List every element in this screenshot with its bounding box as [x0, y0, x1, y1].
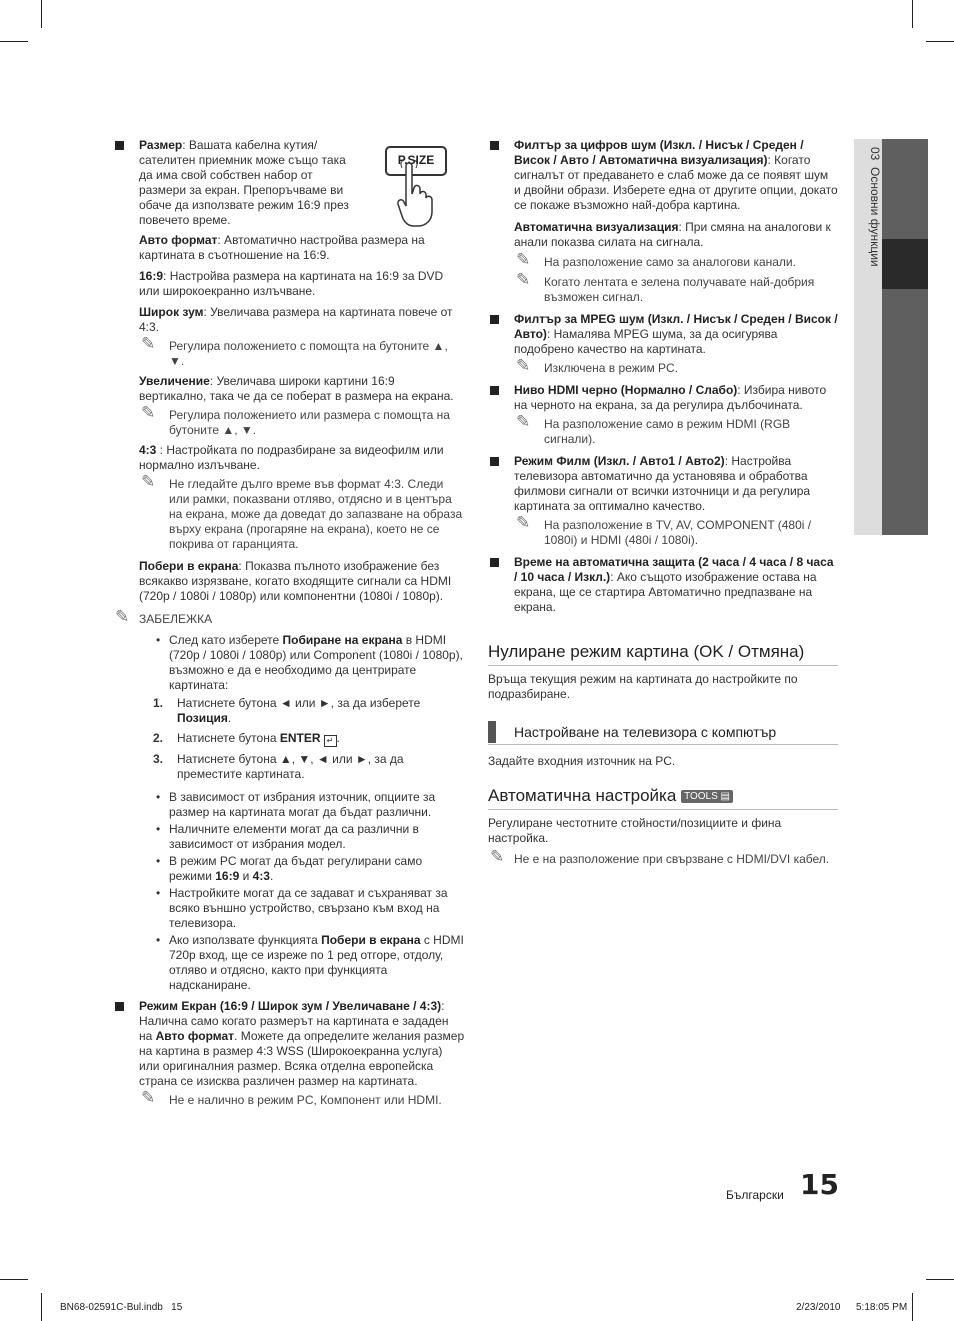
- auto-format-item: [139, 233, 465, 263]
- hdmi-black-note: [514, 412, 838, 447]
- ratio-169-text: : Настройва размера на картината на 16:9 за DVD или широкоекранно излъчване.: [139, 269, 444, 298]
- bullet-dot: •: [156, 854, 161, 868]
- square-bullet-icon: [490, 386, 499, 395]
- remark-bullet: [153, 822, 465, 852]
- auto-protection-text: : Ако същото изображение остава на екрана, ще се стартира Автоматично предпазване на екрана.: [514, 570, 817, 614]
- bullet-dot: •: [156, 822, 161, 836]
- auto-visualization-title: Автоматична визуализация: [514, 220, 679, 234]
- square-bullet-icon: [490, 558, 499, 567]
- auto-adjust-heading: [488, 785, 838, 810]
- square-bullet-icon: [115, 141, 124, 150]
- ratio-43-title: 4:3: [139, 443, 157, 457]
- pencil-note-icon: ✎: [141, 1088, 156, 1107]
- mpeg-noise-section: [488, 312, 838, 357]
- film-mode-section: [488, 454, 838, 514]
- bullet-text: Настройките могат да се задават и съхраняват за всяко външно устройство, свързано към вход на телевизора.: [169, 886, 448, 930]
- size-text: : Вашата кабелна кутия/ сателитен приемник може също така да има свой собствен набор от размери за екран. Препоръчваме ви обаче да използвате режим 16:9 през повечето време.: [139, 138, 349, 227]
- film-mode-note: [514, 513, 838, 548]
- size-title: Размер: [139, 138, 183, 152]
- step-3: [153, 752, 465, 782]
- sidebar-tab: [882, 289, 928, 535]
- digital-noise-text: : Когато сигналът от предаването е слаб може да се появят шум и двойни образи. Изберете една от другите опции, докато се покаже възможно най-добра картина.: [514, 153, 838, 212]
- ratio-169-item: [139, 269, 465, 299]
- screen-mode-bold: Авто формат: [155, 1029, 235, 1043]
- auto-visualization-text: : При смяна на аналогови к анали показва силата на сигнала.: [514, 220, 831, 249]
- size-section: [113, 138, 361, 228]
- digital-noise-note: [514, 250, 838, 270]
- bullet-text: и: [239, 869, 253, 883]
- remark-bullet: [153, 886, 465, 931]
- mpeg-noise-title: Филтър за MPEG шум (Изкл. / Нисък / Среден / Висок / Авто): [514, 312, 838, 341]
- bullet-dot: •: [156, 933, 161, 947]
- pencil-note-icon: ✎: [490, 847, 505, 866]
- auto-adjust-heading-text: Автоматична настройка: [488, 786, 677, 805]
- step-bold: ENTER: [279, 731, 321, 745]
- pencil-note-icon: ✎: [516, 250, 531, 269]
- screen-mode-text: : Налична само когато размерът на картината е зададен на: [139, 999, 449, 1043]
- pencil-note-icon: ✎: [141, 334, 156, 353]
- note-text: На разположение в TV, AV, COMPONENT (480i / 1080i) и HDMI (480i / 1080i).: [544, 518, 812, 547]
- digital-noise-title: Филтър за цифров шум (Изкл. / Нисък / Среден / Висок / Авто / Автоматична визуализация): [514, 138, 804, 167]
- film-mode-title: Режим Филм (Изкл. / Авто1 / Авто2): [514, 454, 725, 468]
- remark-heading: [113, 607, 465, 627]
- auto-adjust-note: [488, 847, 838, 867]
- pencil-note-icon: ✎: [141, 403, 156, 422]
- mpeg-noise-note: [514, 356, 838, 376]
- bullet-text: .: [269, 869, 274, 883]
- auto-protection-title: Време на автоматична защита (2 часа / 4 часа / 8 часа / 10 часа / Изкл.): [514, 555, 834, 584]
- tools-badge: TOOLS ▤: [681, 790, 733, 803]
- wide-zoom-item: [139, 305, 465, 335]
- square-bullet-icon: [490, 315, 499, 324]
- right-column: [488, 138, 838, 872]
- crop-mark: [41, 1293, 42, 1321]
- crop-mark: [926, 1279, 954, 1280]
- remark-bullet: [153, 790, 465, 820]
- sidebar-tab: [882, 139, 928, 239]
- remark-bullet: [153, 633, 465, 693]
- auto-format-title: Авто формат: [139, 233, 218, 247]
- page-number: 15: [800, 1168, 839, 1201]
- step-bold: Позиция: [177, 711, 228, 725]
- step-number: 3.: [153, 752, 164, 766]
- bullet-text: с HDMI 720p вход, ще се изреже по 1 ред отгоре, отдолу, отляво и отдясно, както при функцията надсканиране.: [169, 933, 464, 992]
- zoom-item: [139, 374, 465, 404]
- hdmi-black-title: Ниво HDMI черно (Нормално / Слабо): [514, 383, 738, 397]
- hdmi-black-text: : Избира нивото на черното на екрана, за да регулира дълбочината.: [514, 383, 827, 412]
- reset-picture-heading: Нулиране режим картина (OK / Отмяна): [488, 641, 838, 666]
- page-language: Български: [726, 1188, 784, 1202]
- pencil-note-icon: ✎: [516, 412, 531, 431]
- left-column: [113, 138, 465, 1113]
- bullet-bold: Побери в екрана: [321, 933, 421, 947]
- crop-mark: [0, 1279, 28, 1280]
- footer-file: BN68-02591C-Bul.indb 15: [60, 1302, 183, 1313]
- auto-visualization-item: [514, 220, 838, 250]
- pc-setup-heading: [488, 721, 838, 745]
- wide-zoom-note: [139, 334, 465, 369]
- remark-bullet: [153, 933, 465, 993]
- pencil-note-icon: ✎: [141, 472, 156, 491]
- sidebar-tab-active: [882, 239, 928, 289]
- heading-bar: [488, 721, 496, 743]
- bullet-text: Ако използвате функцията: [169, 933, 322, 947]
- bullet-text: В режим PC могат да бъдат регулирани само режими: [169, 854, 423, 883]
- step-text: Натиснете бутона: [177, 731, 280, 745]
- digital-noise-section: [488, 138, 838, 213]
- bullet-text: В зависимост от избрания източник, опциите за размер на картината могат да бъдат различни.: [169, 790, 436, 819]
- note-text: Регулира положението или размера с помощта на бутоните ▲, ▼.: [169, 408, 450, 437]
- pencil-note-icon: ✎: [516, 270, 531, 289]
- bullet-dot: •: [156, 886, 161, 900]
- enter-icon: ↵: [324, 735, 337, 747]
- chapter-number: 03: [868, 147, 882, 161]
- mpeg-noise-text: : Намалява MPEG шума, за да осигурява подобрено качество на картината.: [514, 327, 778, 356]
- bullet-text: След като изберете: [169, 633, 283, 647]
- reset-picture-text: Връща текущия режим на картината до настройките по подразбиране.: [488, 672, 798, 701]
- note-text: Регулира положението с помощта на бутоните ▲, ▼.: [169, 339, 448, 368]
- remark-label: ЗАБЕЛЕЖКА: [139, 612, 213, 626]
- zoom-note: [139, 403, 465, 438]
- tools-label: TOOLS: [684, 791, 718, 803]
- bullet-bold: Побиране на екрана: [282, 633, 403, 647]
- step-1: [153, 696, 465, 726]
- square-bullet-icon: [115, 1002, 124, 1011]
- hdmi-black-section: [488, 383, 838, 413]
- ratio-169-title: 16:9: [139, 269, 164, 283]
- crop-mark: [926, 41, 954, 42]
- crop-mark: [912, 1293, 913, 1321]
- ratio-43-item: [139, 443, 465, 473]
- auto-adjust-text: Регулиране честотните стойности/позициите и фина настройка.: [488, 816, 782, 845]
- bullet-bold: 4:3: [252, 869, 270, 883]
- step-end: .: [336, 731, 340, 745]
- bullet-dot: •: [156, 790, 161, 804]
- pencil-note-icon: ✎: [516, 513, 531, 532]
- screen-mode-note: [139, 1088, 465, 1108]
- pc-setup-text: Задайте входния източник на PC.: [488, 754, 676, 768]
- wide-zoom-title: Широк зум: [139, 305, 204, 319]
- step-text: Натиснете бутона ◄ или ►, за да изберете: [177, 696, 421, 710]
- note-text: Не е налично в режим PC, Компонент или HDMI.: [169, 1093, 442, 1107]
- step-number: 2.: [153, 731, 164, 745]
- note-text: Изключена в режим PC.: [544, 361, 679, 375]
- remark-bullet: [153, 854, 465, 884]
- note-text: Не е на разположение при свързване с HDMI/DVI кабел.: [514, 852, 830, 866]
- ratio-43-text: : Настройката по подразбиране за видеофилм или нормално излъчване.: [139, 443, 444, 472]
- note-text: На разположение само в режим HDMI (RGB сигнали).: [544, 417, 791, 446]
- chapter-sidebar: [854, 139, 928, 535]
- bullet-text: в HDMI (720p / 1080i / 1080p) или Component (1080i / 1080p), възможно е да е необходимо да центрирате картината:: [169, 633, 463, 692]
- footer-time: 5:18:05 PM: [856, 1302, 908, 1313]
- screen-mode-text: . Можете да определите желания размер на картина в размер 4:3 WSS (Широкоекранна услуга) или оригиналния размер. Всяка отделна европейска страна се изисква различен размер на картината.: [139, 1029, 465, 1088]
- pc-setup-heading-text: Настройване на телевизора с компютър: [514, 724, 777, 740]
- step-number: 1.: [153, 696, 164, 710]
- note-text: Не гледайте дълго време във формат 4:3. Следи или рамки, показвани отляво, отдясно и в центъра на екрана, може да доведат до запазване на образа върху екрана (прогаряне на екрана), което не се покрива от гаранцията.: [169, 477, 463, 551]
- fit-screen-title: Побери в екрана: [139, 559, 239, 573]
- digital-noise-note: [514, 270, 838, 305]
- footer-date: 2/23/2010: [796, 1302, 841, 1313]
- bullet-dot: •: [156, 633, 161, 647]
- step-text: Натиснете бутона ▲, ▼, ◄ или ►, за да преместите картината.: [177, 752, 404, 781]
- note-text: Когато лентата е зелена получавате най-добрия възможен сигнал.: [544, 275, 815, 304]
- ratio-43-note: [139, 472, 465, 552]
- pencil-note-icon: ✎: [115, 607, 130, 626]
- bullet-bold: 16:9: [215, 869, 240, 883]
- psize-label: P.SIZE: [397, 153, 435, 167]
- auto-protection-section: [488, 555, 838, 615]
- crop-mark: [41, 0, 42, 28]
- step-end: .: [227, 711, 232, 725]
- chapter-title: Основни функции: [868, 167, 882, 267]
- zoom-title: Увеличение: [139, 374, 210, 388]
- crop-mark: [912, 0, 913, 28]
- bullet-text: Наличните елементи могат да са различни в зависимост от избрания модел.: [169, 822, 419, 851]
- pencil-note-icon: ✎: [516, 356, 531, 375]
- square-bullet-icon: [490, 141, 499, 150]
- screen-mode-section: [113, 999, 465, 1089]
- note-text: На разположение само за аналогови канали.: [544, 255, 796, 269]
- crop-mark: [0, 41, 28, 42]
- screen-mode-title: Режим Екран (16:9 / Широк зум / Увеличаване / 4:3): [139, 999, 442, 1013]
- step-2: [153, 731, 465, 747]
- chapter-label: [867, 147, 882, 267]
- film-mode-text: : Настройва телевизора автоматично да установява и обработва филмови сигнали от всички източници и да регулира картината за оптимално качество.: [514, 454, 811, 513]
- square-bullet-icon: [490, 457, 499, 466]
- fit-screen-item: [139, 559, 465, 604]
- auto-format-text: : Автоматично настройва размера на картината в съотношение на 16:9.: [139, 233, 425, 262]
- fit-screen-text: : Показва пълното изображение без всякакво изрязване, когато входящите сигнали са HDMI (720p / 1080i / 1080p) или компонентни (1080i / 1080p).: [139, 559, 452, 603]
- wide-zoom-text: : Увеличава размера на картината повече от 4:3.: [139, 305, 453, 334]
- zoom-text: : Увеличава широки картини 16:9 вертикално, така че да се поберат в размера на екрана.: [139, 374, 454, 403]
